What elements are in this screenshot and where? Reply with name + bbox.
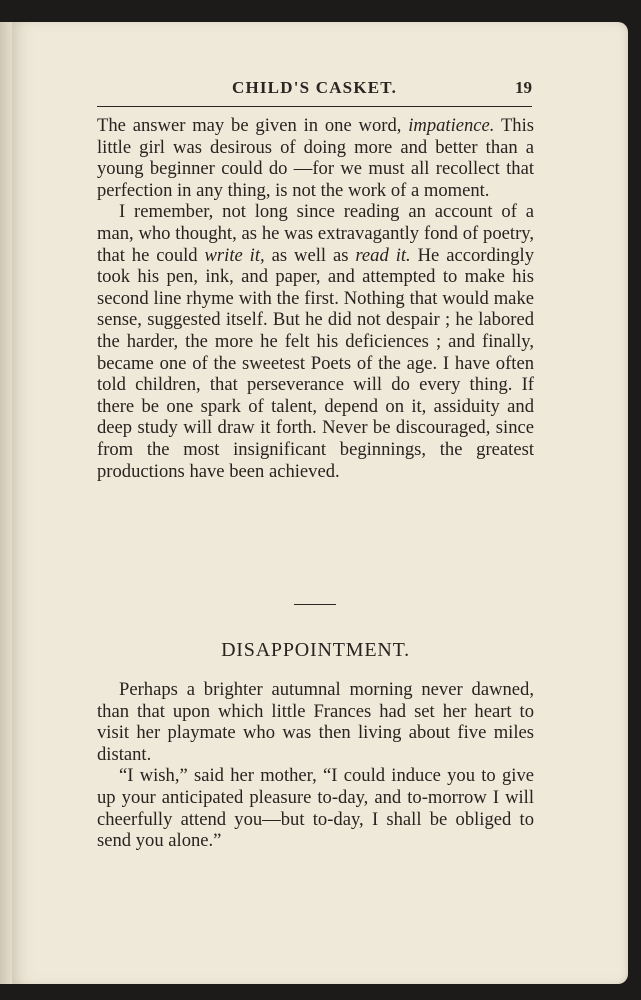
header-rule: [97, 106, 532, 107]
paragraph: I remember, not long since reading an account of a man, who thought, as he was extravagantly fond of poetry, that he could write it, as well as read it. He accordingly took his pen, ink, and paper, and attempted to make his second line rhyme with the first. Nothing that would make sense, suggested itself. But he did not despair ; he labored the harder, the more he felt his deficiences ; and finally, became one of the sweetest Poets of the age. I have often told children, that perseverance will do every thing. If there be one spark of talent, depend on it, assiduity and deep study will draw it forth. Never be discouraged, since from the most insignificant beginnings, the greatest productions have been achieved.: [97, 201, 534, 482]
paragraph: The answer may be given in one word, impatience. This little girl was desirous of doing more and better than a young beginner could do —for we must all recollect that perfection in any thing, is not the work of a moment.: [97, 115, 534, 201]
body-text-continued: [97, 115, 534, 482]
section-divider: [294, 604, 336, 605]
section-title: DISAPPOINTMENT.: [221, 639, 410, 661]
paragraph: Perhaps a brighter autumnal morning never dawned, than that upon which little Frances had set her heart to visit her playmate who was then living about five miles distant.: [97, 679, 534, 765]
running-head: CHILD'S CASKET.: [231, 78, 398, 97]
page-number: 19: [515, 78, 532, 97]
section-body: [97, 679, 534, 852]
paragraph: “I wish,” said her mother, “I could induce you to give up your anticipated pleasure to-day, and to-morrow I will cheerfully attend you—but to-day, I shall be obliged to send you alone.”: [97, 765, 534, 852]
page-header: [97, 78, 532, 102]
